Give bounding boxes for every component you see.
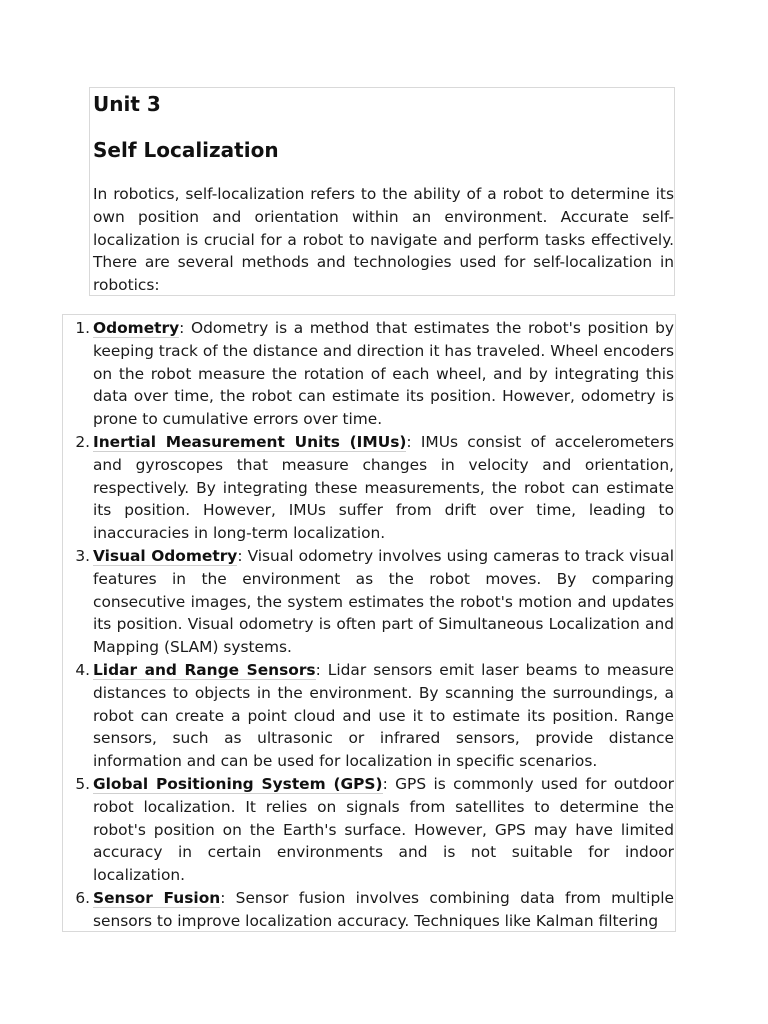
method-term: Sensor Fusion xyxy=(93,888,221,907)
method-item-visual-odometry xyxy=(63,545,674,659)
method-description: : Odometry is a method that estimates the robot's position by keeping track of the distance and direction it has traveled. Wheel encoders on the robot measure the rotation of each wheel, and by integrating this data over time, the robot can estimate its position. However, odometry is prone to cumulative errors over time. xyxy=(93,319,674,429)
method-description: : Sensor fusion involves combining data from multiple sensors to improve localization accuracy. Techniques like Kalman filtering xyxy=(93,888,674,930)
method-item-imus xyxy=(63,431,674,545)
method-item-gps xyxy=(63,773,674,887)
method-description: : Visual odometry involves using cameras to track visual features in the environment as the robot moves. By comparing consecutive images, the system estimates the robot's motion and updates its position. Visual odometry is often part of Simultaneous Localization and Mapping (SLAM) systems. xyxy=(93,546,674,657)
methods-list xyxy=(63,317,675,932)
method-item-lidar xyxy=(63,659,674,773)
method-term: Inertial Measurement Units (IMUs) xyxy=(93,432,407,451)
method-number: 5. xyxy=(75,774,90,793)
method-description: : GPS is commonly used for outdoor robot localization. It relies on signals from satellites to determine the robot's position on the Earth's surface. However, GPS may have limited accuracy in certain environments and is not suitable for indoor localization. xyxy=(93,774,674,885)
methods-box xyxy=(62,314,676,932)
method-number: 1. xyxy=(75,319,90,337)
method-term: Visual Odometry xyxy=(93,546,238,565)
method-term: Global Positioning System (GPS) xyxy=(93,774,383,793)
method-number: 4. xyxy=(75,660,90,679)
method-term: Odometry xyxy=(93,319,180,337)
method-term: Lidar and Range Sensors xyxy=(93,660,316,679)
method-number: 2. xyxy=(75,432,90,451)
method-item-sensor-fusion xyxy=(63,887,674,932)
method-number: 3. xyxy=(75,546,90,565)
section-title: Self Localization xyxy=(93,138,279,162)
method-description: : IMUs consist of accelerometers and gyroscopes that measure changes in velocity and orientation, respectively. By integrating these measurements, the robot can estimate its position. However, IMUs suffer from drift over time, leading to inaccuracies in long-term localization. xyxy=(93,432,674,543)
method-number: 6. xyxy=(75,888,90,907)
unit-title: Unit 3 xyxy=(93,92,161,116)
method-item-odometry xyxy=(63,317,674,431)
intro-paragraph: In robotics, self-localization refers to the ability of a robot to determine its own position and orientation within an environment. Accurate self-localization is crucial for a robot to navigate and perform tasks effectively. There are several methods and technologies used for self-localization in robotics: xyxy=(93,185,674,295)
method-description: : Lidar sensors emit laser beams to measure distances to objects in the environment. By scanning the surroundings, a robot can create a point cloud and use it to estimate its position. Range sensors, such as ultrasonic or infrared sensors, provide distance information and can be used for localization in specific scenarios. xyxy=(93,660,674,771)
